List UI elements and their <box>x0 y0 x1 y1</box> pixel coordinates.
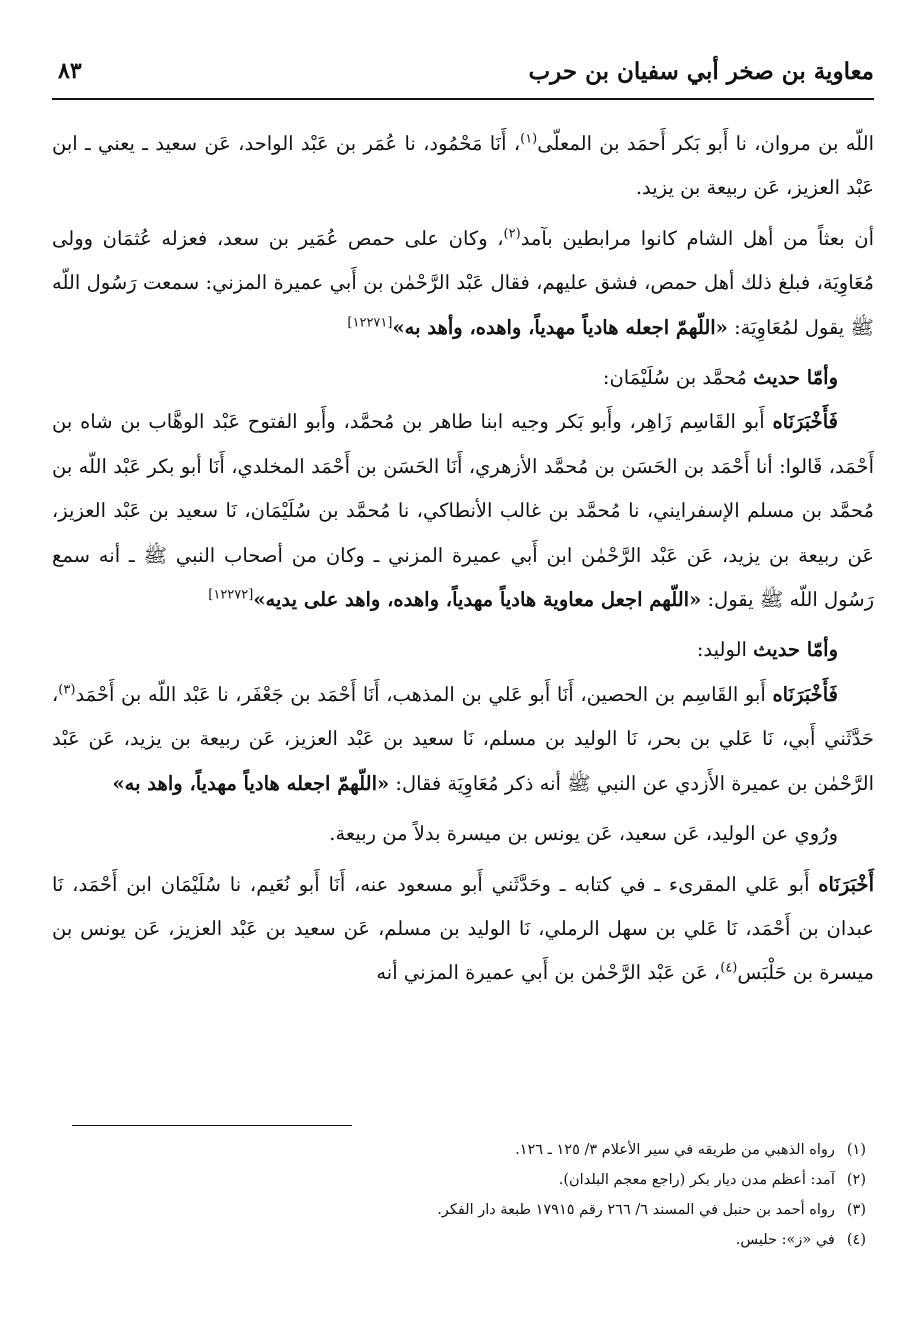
footnote-item <box>70 1165 866 1195</box>
paragraph-3 <box>52 400 874 622</box>
text-span: ، حَدَّثَني أَبي، نَا عَلي بن بحر، نَا الوليد بن مسلم، نَا سعيد بن عَبْد العزيز، عَن ربيعة بن يزيد، عَن عَبْد الرَّحْمٰن بن عميرة الأَزدي عن النبي ﷺ أنه ذكر مُعَاوِيَة فقال: <box>52 682 874 795</box>
paragraph-6 <box>52 863 874 996</box>
paragraph-1 <box>52 122 874 211</box>
running-title: معاوية بن صخر أبي سفيان بن حرب <box>528 58 874 85</box>
page-number: ٨٣ <box>58 58 82 84</box>
footnote-text: في «ز»: حليس. <box>735 1232 835 1248</box>
hadith-number: [١٢٢٧١] <box>347 315 393 331</box>
paragraph-2 <box>52 217 874 350</box>
lead-word: فَأَخْبَرَنَاه <box>772 410 838 434</box>
footnote-number: (٢) <box>846 1172 866 1188</box>
lead-word: أَخْبَرَنَاه <box>818 872 874 896</box>
footnote-separator <box>72 1125 352 1126</box>
footnote-text: رواه الذهبي من طريقه في سير الأعلام ٣/ ١٢٥ ـ ١٢٦. <box>515 1142 835 1158</box>
footnote-number: (٣) <box>846 1202 866 1218</box>
text-span: ، عَن عَبْد الرَّحْمٰن بن أَبي عميرة المزني أنه <box>376 961 721 985</box>
running-header <box>52 52 874 100</box>
footnote-number: (٤) <box>846 1232 866 1248</box>
footnote-text: رواه أحمد بن حنبل في المسند ٦/ ٢٦٦ رقم ١٧٩١٥ طبعة دار الفكر. <box>437 1202 835 1218</box>
hadith-quote: «اللّهمّ اجعله هادياً مهدياً، واهده، وأهد به» <box>392 315 728 339</box>
paragraph-4 <box>52 673 874 806</box>
heading-rest: الوليد: <box>696 638 754 662</box>
footnote-number: (١) <box>846 1142 866 1158</box>
heading-bold: وأمّا حديث <box>753 638 838 662</box>
lead-word: فَأَخْبَرَنَاه <box>772 682 838 706</box>
footnotes <box>70 1135 866 1255</box>
text-span: أَبو القَاسِم بن الحصين، أَنَا أَبو عَلي بن المذهب، أَنَا أَحْمَد بن جَعْفَر، نا عَبْد اللّه بن أَحْمَد <box>75 682 773 706</box>
section-heading-1 <box>52 356 874 400</box>
footnote-item <box>70 1225 866 1255</box>
hadith-quote: «اللّهمّ اجعله هادياً مهدياً، واهد به» <box>112 771 390 795</box>
hadith-quote: «اللّهم اجعل معاوية هادياً مهدياً، واهده، واهد على يديه» <box>253 588 702 612</box>
footnote-ref-3: (٣) <box>58 682 76 698</box>
text-span: أَبو عَلي المقرىء ـ في كتابه ـ وحَدَّثَني أَبو مسعود عنه، أَنَا أَبو نُعَيم، نا سُلَيْمَان ابن أَحْمَد، نَا عبدان بن أَحْمَد، نَا عَلي بن سهل الرملي، نَا الوليد بن مسلم، عَن سعيد بن عَبْد العزيز، عَن يونس بن ميسرة بن حَلْبَس <box>52 872 874 985</box>
text-span: ، أَنَا مَحْمُود، نا عُمَر بن عَبْد الواحد، عَن سعيد ـ يعني ـ ابن عَبْد العزيز، عَن ربيعة بن يزيد. <box>52 132 874 200</box>
text-span: أَبو القَاسِم زَاهِر، وأَبو بَكر وجيه ابنا طاهر بن مُحمَّد، وأَبو الفتوح عَبْد الوهَّاب بن شاه بن أَحْمَد، قَالوا: أنا أَحْمَد بن الحَسَن بن مُحمَّد الأزهري، أَنَا الحَسَن بن أَحْمَد المخلدي، أَنَا أبو بكر عَبْد اللّه بن مُحمَّد بن مسلم الإسفرايني، نا مُحمَّد بن غالب الأنطاكي، نا مُحمَّد بن سُلَيْمَان، نَا سعيد بن عَبْد العزيز، عَن ربيعة بن يزيد، عَن عَبْد الرَّحْمٰن ابن أَبي عميرة المزني ـ وكان من أصحاب النبي ﷺ ـ أنه سمع رَسُول اللّه ﷺ يقول: <box>52 410 874 612</box>
footnote-text: آمد: أعظم مدن ديار بكر (راجع معجم البلدان). <box>558 1172 835 1188</box>
footnote-item <box>70 1135 866 1165</box>
footnote-item <box>70 1195 866 1225</box>
heading-rest: مُحمَّد بن سُلَيْمَان: <box>602 366 754 390</box>
text-span: أن بعثاً من أهل الشام كانوا مرابطين بآمد <box>520 226 874 250</box>
footnote-ref-1: (١) <box>520 131 538 147</box>
text-span: ، وكان على حمص عُمَير بن سعد، فعزله عُثمَان وولى مُعَاوِيَة، فبلغ ذلك أهل حمص، فشق عليهم، فقال عَبْد الرَّحْمٰن بن أَبي عميرة المزني: سمعت رَسُول اللّه ﷺ يقول لمُعَاوِيَة: <box>52 226 874 339</box>
text-span: اللّه بن مروان، نا أَبو بَكر أَحمَد بن المعلّى <box>537 132 874 155</box>
section-heading-2 <box>52 628 874 672</box>
paragraph-5: ورُوي عن الوليد، عَن سعيد، عَن يونس بن ميسرة بدلاً من ربيعة. <box>329 822 838 846</box>
heading-bold: وأمّا حديث <box>753 366 838 390</box>
footnote-ref-4: (٤) <box>720 960 738 976</box>
footnote-ref-2: (٢) <box>503 226 521 242</box>
hadith-number: [١٢٢٧٢] <box>208 587 254 603</box>
main-text <box>52 122 874 996</box>
